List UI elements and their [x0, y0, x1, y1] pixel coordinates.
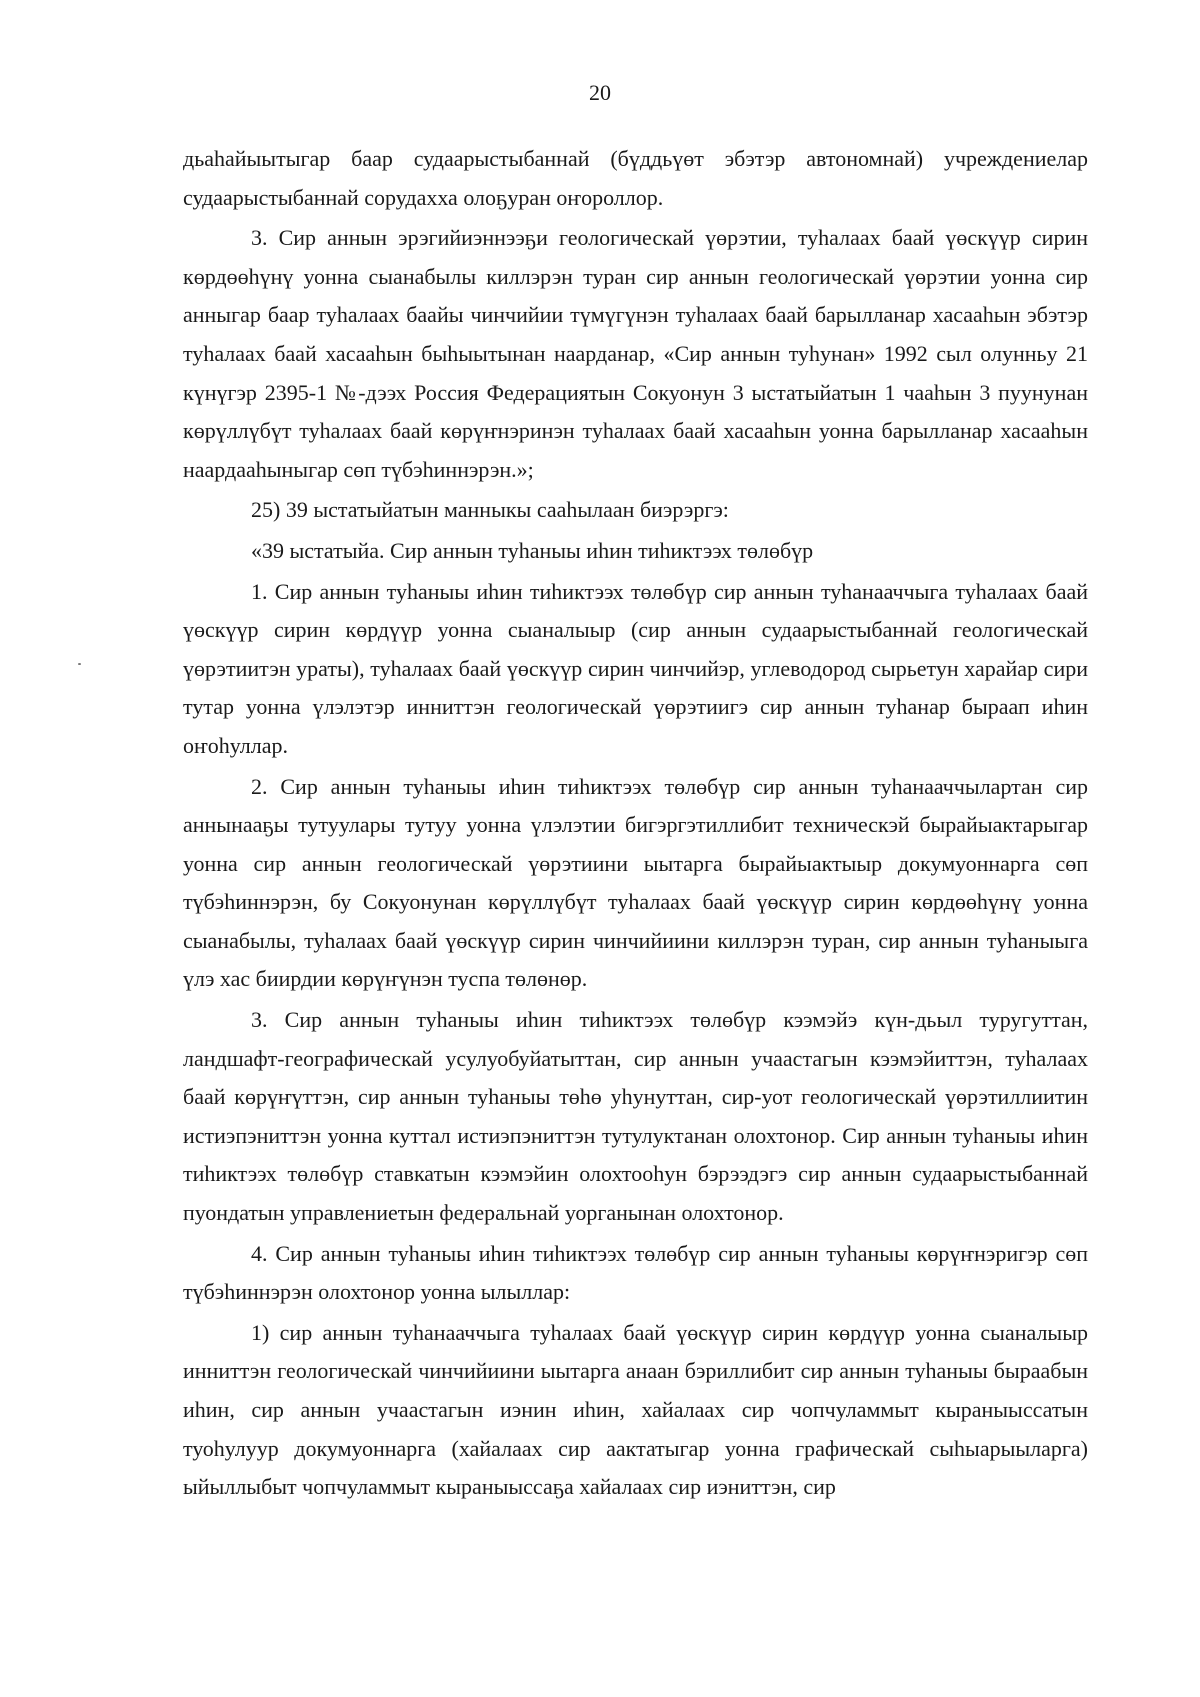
paragraph: дьаһайыытыгар баар судаарыстыбаннай (бүддьүөт эбэтэр автономнай) учреждениелар судаарыстыбаннай сорудахха олоҕуран оҥороллор. [183, 146, 1088, 210]
paragraph: 25) 39 ыстатыйатын манныкы сааһылаан биэрэргэ: [251, 497, 729, 523]
paragraph: 1) сир аннын туһанааччыга туһалаах баай үөскүүр сирин көрдүүр уонна сыаналыыр инниттэн геологическай чинчийиини ыытарга анаан бэриллибит сир аннын туһаныы быраабын иһин, сир аннын учаастагын иэнин иһин, хайалаах сир чопчуламмыт кыраныыссатын туоһулуур докумуоннарга (хайалаах сир аактатыгар уонна графическай сыһыарыыларга) ыйыллыбыт чопчуламмыт кыраныыссаҕа хайалаах сир иэниттэн, сир [183, 1319, 1088, 1500]
paragraph: 3. Сир аннын эрэгийиэннээҕи геологическай үөрэтии, туһалаах баай үөскүүр сирин көрдөөһүнү уонна сыанабылы киллэрэн туран сир аннын геологическай үөрэтии уонна сир анныгар баар туһалаах баайы чинчийии түмүгүнэн туһалаах баай барылланар хасааһын эбэтэр туһалаах баай хасааһын быһыытынан наарданар, «Сир аннын туһунан» 1992 сыл олунньу 21 күнүгэр 2395-1 №-дээх Россия Федерациятын Сокуонун 3 ыстатыйатын 1 чааһын 3 пуунунан көрүллүбүт туһалаах баай көрүҥнэринэн туһалаах баай хасааһын уонна барылланар хасааһын наардааһыныгар сөп түбэһиннэрэн.»; [183, 225, 1088, 482]
article-heading: «39 ыстатыйа. Сир аннын туһаныы иһин тиһиктээх төлөбүр [251, 537, 814, 563]
paragraph: 2. Сир аннын туһаныы иһин тиһиктээх төлөбүр сир аннын туһанааччылартан сир аннынааҕы тутуулары тутуу уонна үлэлэтии бигэргэтиллибит техническэй бырайыактарыгар уонна сир аннын геологическай үөрэтиини ыытарга бырайыактыыр докумуоннарга сөп түбэһиннэрэн, бу Сокуонунан көрүллүбүт туһалаах баай үөскүүр сирин көрдөөһүнү уонна сыанабылы, туһалаах баай үөскүүр сирин чинчийиини киллэрэн туран, сир аннын туһаныыга үлэ хас биирдии көрүҥүнэн туспа төлөнөр. [183, 773, 1088, 992]
paragraph: 3. Сир аннын туһаныы иһин тиһиктээх төлөбүр кээмэйэ күн-дьыл туругуттан, ландшафт-географическай усулуобуйатыттан, сир аннын учаастагын кээмэйиттэн, туһалаах баай көрүҥүттэн, сир аннын туһаныы төһө уһунуттан, сир-уот геологическай үөрэтиллиитин истиэпэниттэн уонна куттал истиэпэниттэн тутулуктанан олохтонор. Сир аннын туһаныы иһин тиһиктээх төлөбүр ставкатын кээмэйин олохтооһун бэрээдэгэ сир аннын судаарыстыбаннай пуондатын управлениетын федеральнай уорганынан олохтонор. [183, 1007, 1088, 1226]
document-body [183, 140, 1088, 1509]
scan-speck [78, 663, 81, 665]
paragraph: 4. Сир аннын туһаныы иһин тиһиктээх төлөбүр сир аннын туһаныы көрүҥнэригэр сөп түбэһиннэрэн олохтонор уонна ылыллар: [183, 1240, 1088, 1305]
paragraph: 1. Сир аннын туһаныы иһин тиһиктээх төлөбүр сир аннын туһанааччыга туһалаах баай үөскүүр сирин көрдүүр уонна сыаналыыр (сир аннын судаарыстыбаннай геологическай үөрэтиитэн ураты), туһалаах баай үөскүүр сирин чинчийэр, углеводород сырьетун харайар сири тутар уонна үлэлэтэр инниттэн геологическай үөрэтиигэ сир аннын туһанар быраап иһин оҥоһуллар. [183, 578, 1088, 758]
page-number: 20 [589, 80, 611, 105]
